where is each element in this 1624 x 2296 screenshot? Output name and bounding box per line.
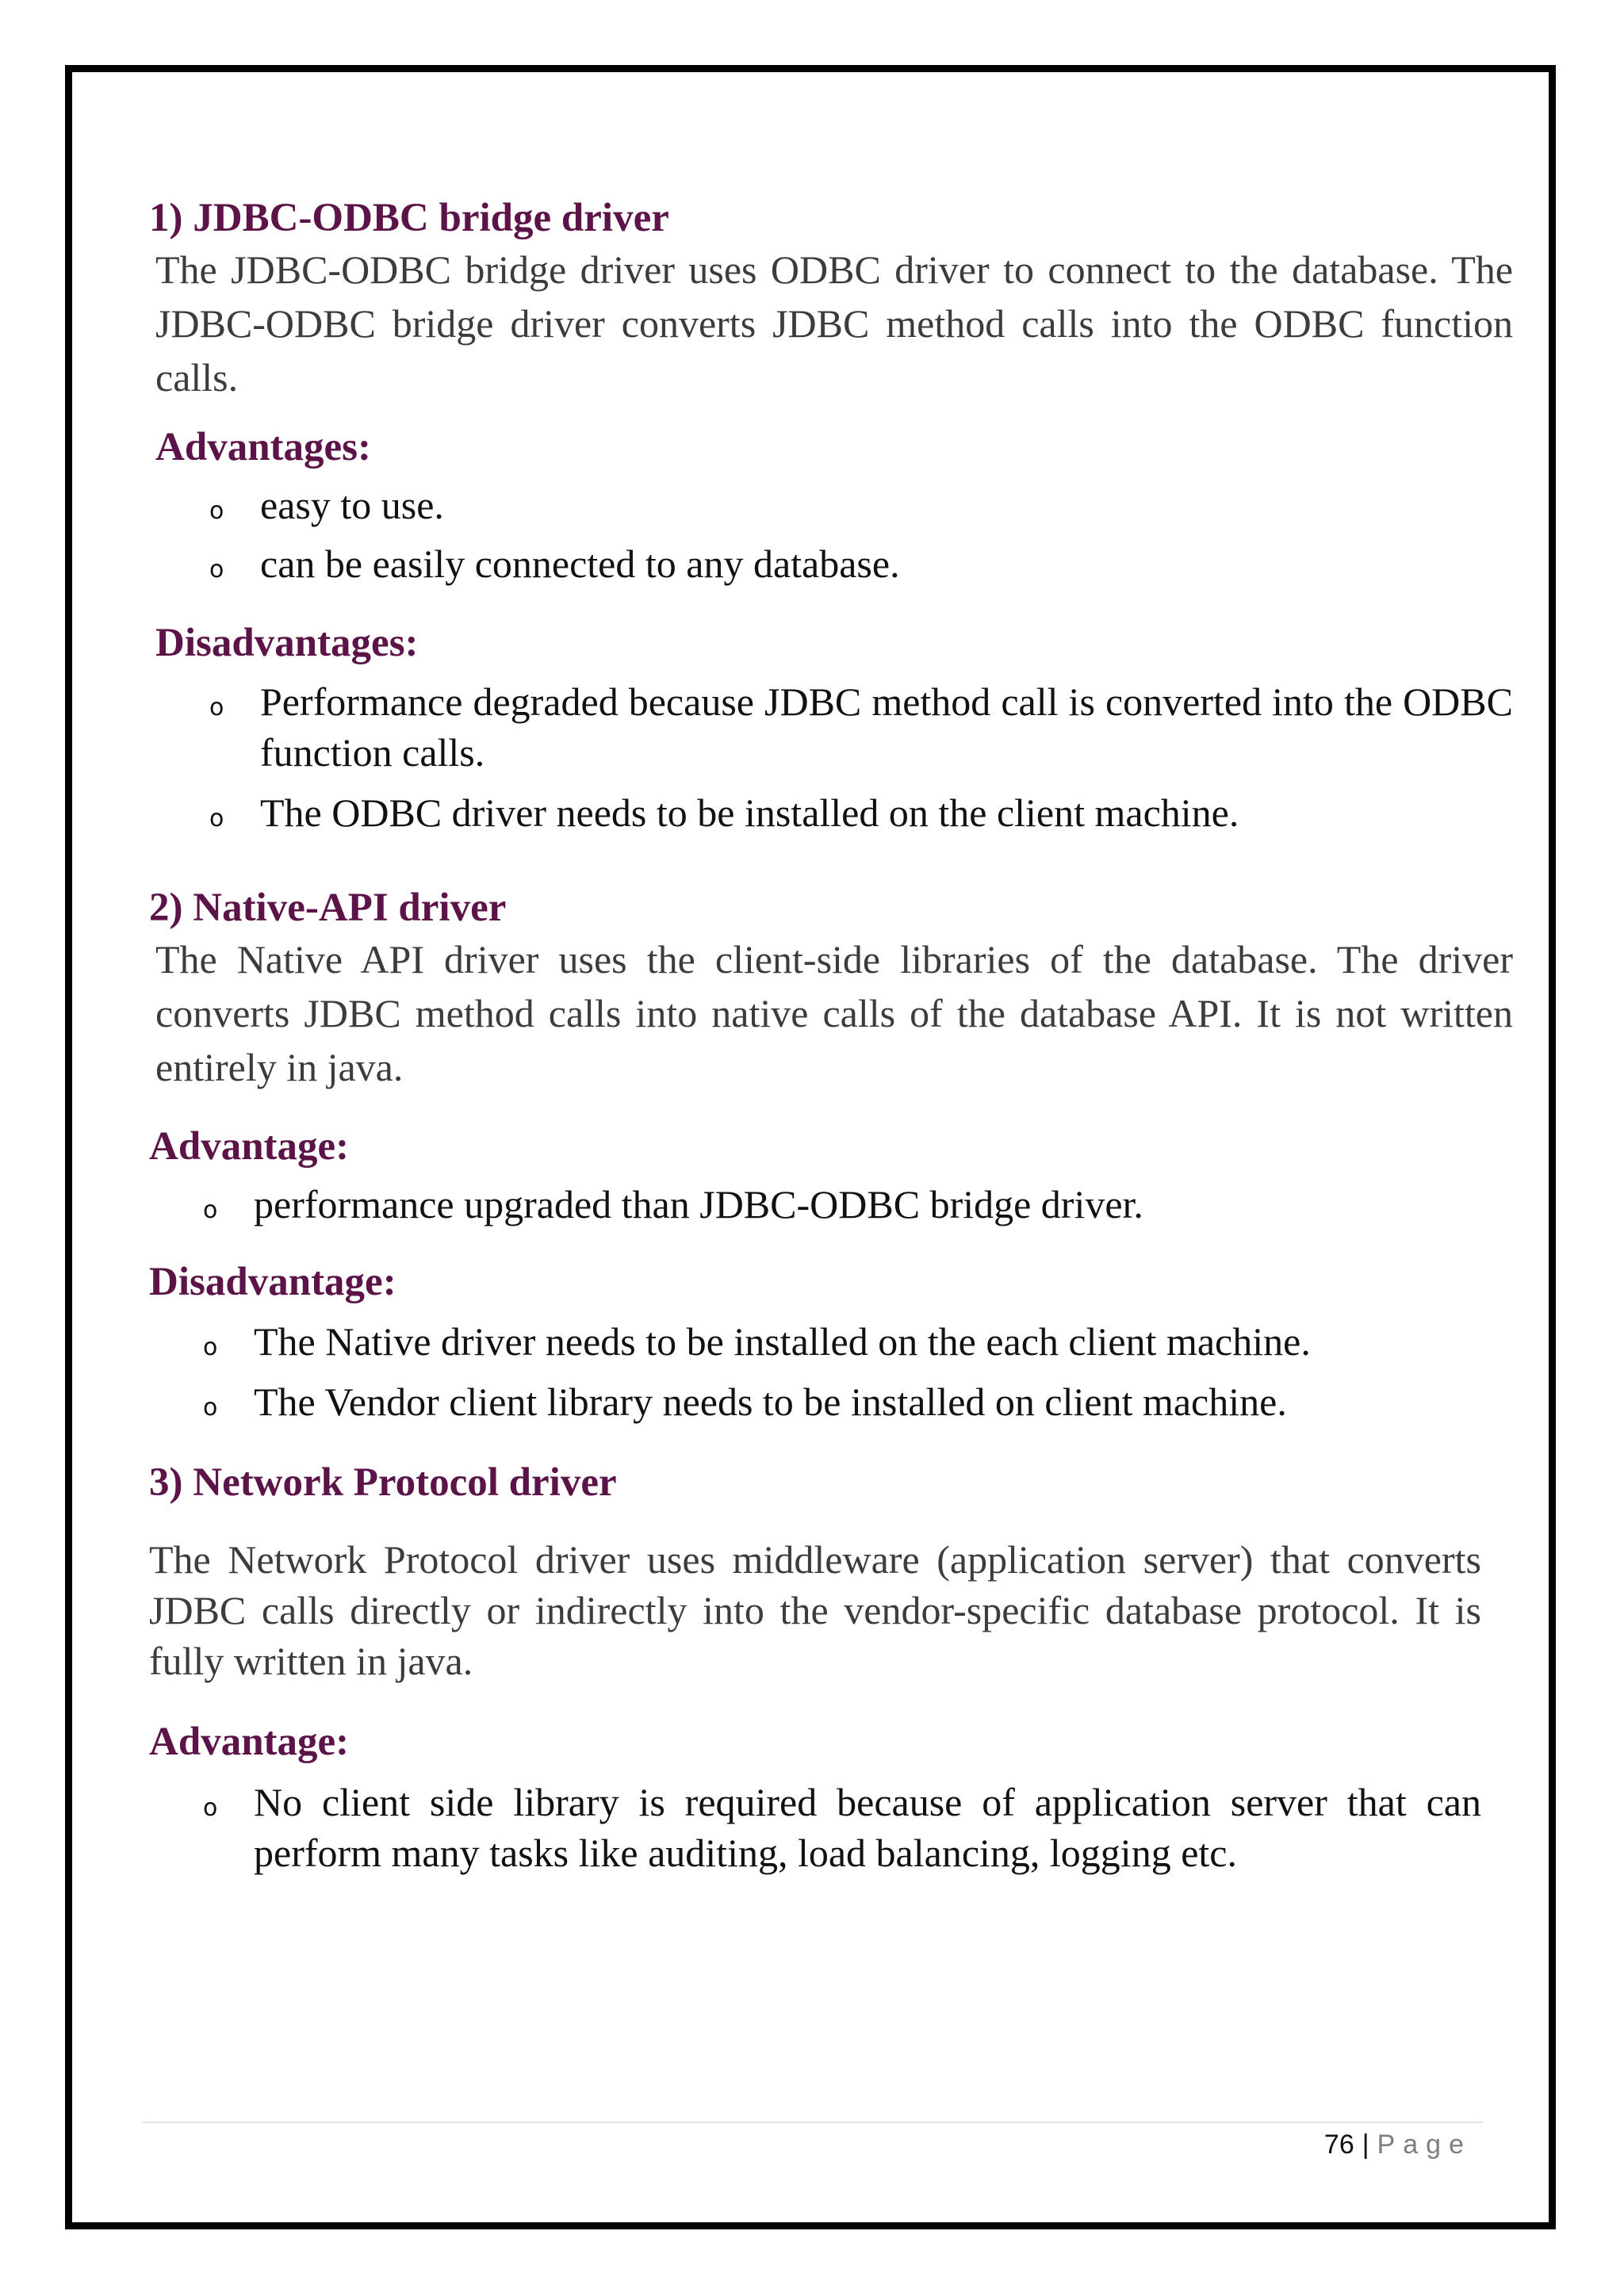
bullet-icon: o [203,1334,218,1362]
advantages-list [155,480,1507,589]
advantages-label: Advantage: [149,1720,350,1765]
section-native-api [149,884,1513,1428]
list-item-text: The ODBC driver needs to be installed on the client machine. [260,790,1239,835]
page-number: 76 [1323,2130,1354,2160]
disadvantages-list [155,676,1513,838]
footer-divider [143,2122,1483,2123]
page-footer [1324,2130,1472,2160]
section-heading: 1) JDBC-ODBC bridge driver [149,196,669,240]
section-network-protocol [149,1459,1507,1877]
list-item-text: The Native driver needs to be installed on the each client machine. [254,1319,1311,1364]
section-heading: 2) Native-API driver [149,885,507,930]
list-item [155,787,1513,838]
list-item [149,1316,1507,1367]
list-item [149,1179,1507,1230]
advantages-label: Advantage: [149,1123,350,1169]
document-body [149,194,1513,1878]
bullet-icon: o [209,693,224,721]
advantages-list [149,1777,1481,1878]
list-item [155,480,1507,530]
section-heading: 3) Network Protocol driver [149,1460,617,1506]
disadvantages-label: Disadvantages: [155,621,419,666]
section-paragraph: The JDBC-ODBC bridge driver uses ODBC driver to connect to the database. The JDBC-ODBC bridge driver converts JDBC method calls into the ODBC function calls. [155,247,1513,400]
list-item-text: easy to use. [260,483,444,528]
list-item [155,676,1513,778]
disadvantages-label: Disadvantage: [149,1259,396,1304]
footer-separator: | [1362,2130,1369,2160]
bullet-icon: o [209,804,224,832]
bullet-icon: o [209,497,224,526]
list-item [155,538,1507,589]
section-paragraph: The Network Protocol driver uses middleware (application server) that converts JDBC calls directly or indirectly into the vendor-specific database protocol. It is fully written in java. [149,1537,1481,1684]
list-item-text: can be easily connected to any database. [260,541,900,587]
section-paragraph: The Native API driver uses the client-side libraries of the database. The driver converts JDBC method calls into native calls of the database API. It is not written entirely in java. [155,936,1513,1089]
bullet-icon: o [203,1394,218,1422]
page-word: Page [1377,2130,1472,2160]
section-jdbc-odbc [149,194,1513,838]
bullet-icon: o [203,1793,218,1822]
list-item [149,1777,1481,1878]
bullet-icon: o [203,1196,218,1224]
list-item-text: No client side library is required because of application server that can perform many tasks like auditing, load balancing, logging etc. [254,1779,1481,1875]
list-item-text: Performance degraded because JDBC method call is converted into the ODBC function calls. [260,679,1513,775]
advantages-list [149,1179,1507,1230]
list-item-text: The Vendor client library needs to be installed on client machine. [254,1380,1287,1425]
list-item-text: performance upgraded than JDBC-ODBC bridge driver. [254,1181,1143,1226]
advantages-label: Advantages: [155,425,372,470]
list-item [149,1376,1507,1427]
disadvantages-list [149,1316,1507,1427]
bullet-icon: o [209,556,224,584]
